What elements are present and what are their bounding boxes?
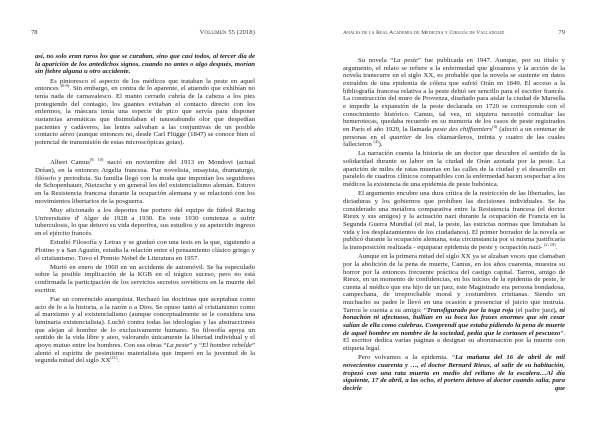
text-run: ” fue publicada en 1947. Aunque, por su título y argumento, el relato se refiere a la enfermedad que glosamos y la acción de la novela transcurre en el siglo XX, es probable que la novela se sustente en datos extraídos de una epidemia de cólera que sufrió Orán en 1849. El acceso a la bibliografía francesa relativa a la peste debió ser sencillo para el escritor francés. La construcción del muro de Provenza, diseñado para aislar la ciudad de Marsella e impedir la expansión de la peste declarada en 1720 se corresponde con el conocimiento histórico. Camus, tal vez, ni siquiera necesitó consultar las hemerotecas, quedaba recuerdo en su memoria de los casos de peste registrados en París el año 1920, la llamada	[343, 57, 565, 133]
paragraph	[343, 57, 565, 149]
citation-reference: (11)	[110, 355, 118, 361]
text-run: .	[117, 357, 120, 365]
paragraph	[35, 53, 255, 76]
text-run: Estudió Filosofía y Letras y se graduó con una tesis en la que, siguiendo a Plotino y a San Agustín, estudia la relación entre el pensamiento clásico griego y el cristianismo. Tuvo el Premio Nobel de Literatura en 1957.	[35, 239, 255, 262]
text-run: . Sin embargo, en contra de lo aparente, el atuendo que exhibían no tenía nada de carnavalesco. El manto cerrado cubría de la cabeza a los pies protegiendo del contagio, los guantes evitaban el contacto directo con los enfermos, la máscara tenía una especie de pico que servía para disponer sustancias aromáticas que disimulaban el nauseabundo olor que despedían pacientes y cadáveres, las lentes salvaban a las conjuntivas de un posible contacto aéreo (aunque entonces no, desde Carl Flügge (1847) se conoce bien el potencial de transmisión de estas microscópicas gotas).	[35, 85, 255, 146]
text-run: nació en noviembre del 1913 en Mondovi (actual Dréan), en la entonces Argelia francesa. Fue novelista, ensayista, dramaturgo, filósofo y periodista. Su familia llegó con la moda que imponían los seguidores de Schopenhauer, Nietzsche y en general los del existencialismo alemán. Estuvo en la Resistencia francesa durante la ocupación alemana y se relacionó con los movimientos libertarios de la posguerra.	[35, 159, 255, 205]
paragraph	[343, 354, 565, 392]
paragraph	[35, 239, 255, 262]
page-number: 79	[558, 29, 565, 36]
text-run: ” alentó el espíritu de pesimismo materialista que imperó en la juventud de la segunda mitad del siglo XX	[35, 341, 256, 365]
paragraph	[35, 159, 255, 205]
text-run: Pero volvamos a la epidemia. “	[358, 354, 456, 362]
citation-reference: (6-9)	[60, 83, 70, 89]
right-text-column	[343, 57, 565, 394]
text-run: , ni bonachón ni afectuoso, bullían en su boca las frases enormes que sin cesar salían de ella como culebras. Comprendí que estaba pidiendo la pena de muerte de aquel hombre en nombre de la sociedad, pedía que le cortasen el pescuezo	[343, 306, 565, 337]
paragraph	[343, 190, 565, 251]
text-run: La peste	[166, 341, 190, 349]
text-run: (afectó a un centenar de personas en el	[343, 125, 565, 141]
text-run: Aunque en la primera mitad del siglo XX ya se alzaban voces que clamaban por la abolición de la pena de muerte, Camus, en los años cuarenta, muestra su horror por la entonces frecuente práctica del castigo capital. Tarrou, amigo de Rieux, en un momento de confidencias, en los inicios de la epidemia de peste, le cuenta al médico que era hijo de un juez, este Magistrado era persona bondadosa, campechana, de irreprochable moral y costumbres cristianas. Siendo un muchacho su padre le llevó en una ocasión a presenciar el juicio que instruía. Tarrou le cuenta a su amigo: “	[343, 253, 565, 314]
paragraph	[343, 150, 565, 188]
text-run: Su novela “	[358, 57, 394, 64]
text-run: El argumento encubre una dura crítica de la restricción de las libertades, las dictaduras y los gobiernos que prohíben las decisiones individuales. Se ha considerado una metáfora comparativa entre la Resistencia francesa (el doctor Rieux y sus amigos) y la actuación nazi durante la ocupación de Francia en la Segunda Guerra Mundial (el mal, la peste, las estrictas normas que limitaban la vida y los desplazamientos de los ciudadanos). El primer borrador de la novela se publicó durante la ocupación alemana, esta circunstancia por sí misma justificaría la transposición realizada - equiparar epidemia de peste y ocupación nazi-	[343, 190, 565, 251]
text-run: La mañana del 16 de abril de mil novecientos cuarenta y …, el doctor Bernard Rieux, al salir de su habitación, tropezó con una rata muerta en medio del rellano de la escalera…Al día siguiente, 17 de abril, a las ocho, el portero detuvo al doctor cuando salía, para decirle que	[343, 354, 565, 392]
citation-reference: (9, 10)	[89, 157, 104, 163]
text-run: La peste	[393, 57, 418, 64]
text-run: El hombre rebelde	[202, 341, 253, 349]
paragraph	[343, 253, 565, 353]
left-text-column	[35, 53, 255, 367]
text-run: ).	[378, 141, 383, 149]
paragraph	[35, 264, 255, 295]
page-number: 78	[31, 29, 38, 36]
citation-reference: (2, 10)	[544, 241, 556, 247]
text-run: .	[555, 243, 558, 251]
text-run: así, no solo eran raros los que se curaban, sino que casi todos, al tercer día de la aparición de los antedichos signos, cuando no antes o algo después, morían sin fiebre alguna u otro accidente.	[35, 53, 255, 76]
paragraph	[35, 296, 255, 365]
text-run: ”. El escritor dedica varias páginas a designar su abominación por la muerte con etiqueta legal.	[343, 329, 565, 353]
text-run: Es pintoresco el aspecto de los médicos que trataban la peste en aquel entonces	[35, 77, 255, 93]
text-run: Transfigurado por la toga roja	[426, 306, 514, 314]
text-run: peste des chiffonniers	[433, 125, 493, 133]
paragraph	[35, 207, 255, 238]
text-run: de los chamarileros, treinta y cuatro de las cuales fallecieron	[343, 133, 565, 149]
text-run: La narración cuenta la historia de un doctor que descubre el sentido de la solidaridad durante su labor en la ciudad de Orán azotada por la peste. La aparición de miles de ratas muertas en las calles de la ciudad y el desarrollo en paralelo de cuadros clínicos compatibles con la enfermedad hacen sospechar a los médicos la existencia de una epidemia de peste bubónica.	[343, 150, 565, 189]
running-head: Volumen 55 (2018)	[199, 29, 255, 36]
text-run: Murió en enero de 1960 en un accidente de automóvil. Se ha especulado sobre la posible implicación de la KGB en el trágico suceso, pero no está confirmada la participación de los servicios secretos soviéticos en la muerte del escritor.	[35, 263, 255, 294]
running-head: Anales de la Real Academia de Medicina y Cirugía de Valladolid	[343, 30, 505, 36]
text-run: Muy aficionado a los deportes fue portero del equipo de fútbol Racing Universitaire d' Alger de 1928 a 1930. En este 1930 comienza a sufrir tuberculosis, lo que detuvo su vida deportiva, sus estudios y su apetecido ingreso en el ejército francés.	[35, 207, 255, 237]
text-run: Albert Camus	[50, 159, 90, 167]
citation-reference: (4)	[373, 139, 379, 145]
text-run: quartier	[389, 133, 412, 141]
citation-reference: (4)	[492, 123, 498, 129]
text-run: (el padre juez)	[513, 306, 556, 314]
text-run: ” y “	[189, 341, 203, 349]
paragraph	[35, 78, 255, 147]
text-run: Fue un convencido anarquista. Rechazó las doctrinas que aceptaban como acto de fe a la historia, a la razón o a Dios. Se opuso tanto al cristianismo como al marxismo y al existencialismo (aunque conceptualmente se le considera una luminaria existencialista). Luchó contra todas las ideologías y las abstracciones que alejan al hombre de lo exclusivamente humano. Su filosofía apoya un sentido de la vida libre y ateo, valorando únicamente la libertad individual y el apoyo mutuo entre los hombres. Con sus obras “	[35, 296, 255, 349]
